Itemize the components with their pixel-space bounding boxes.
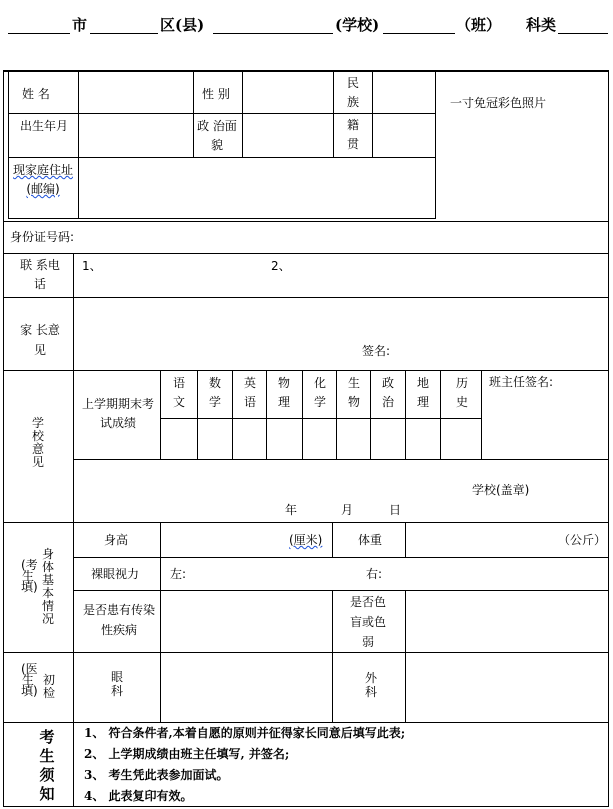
subject-chemistry: 化学 (313, 376, 326, 409)
address-label: 现家庭住址(邮编) (13, 163, 74, 196)
district-blank (90, 33, 158, 34)
date-month-label: 月 (341, 503, 354, 517)
physical-condition-label: 身体基本情况 (41, 547, 54, 626)
grade-cell-geography[interactable] (407, 420, 439, 458)
grade-cell-history[interactable] (442, 420, 480, 458)
birth-label: 出生年月 (20, 119, 69, 133)
subject-english: 英语 (243, 376, 256, 409)
head-teacher-signature-label: 班主任签名: (489, 375, 554, 389)
vision-right-field[interactable] (388, 559, 606, 589)
subject-history: 历史 (455, 376, 468, 409)
surgery-label: 外科 (364, 671, 377, 699)
subject-biology: 生物 (347, 376, 360, 409)
height-field[interactable] (162, 524, 287, 556)
native-place-field[interactable] (374, 115, 434, 156)
ophthalmology-field[interactable] (162, 654, 331, 721)
vision-left-label: 左: (170, 567, 187, 581)
political-label: 政 治面 貌 (197, 119, 237, 152)
color-blindness-field[interactable] (407, 592, 606, 651)
gender-label: 性 别 (202, 87, 230, 101)
notes-item-1: 1、 符合条件者,本着自愿的原则并征得家长同意后填写此表; (84, 726, 406, 740)
notes-item-3: 3、 考生凭此表参加面试。 (84, 768, 229, 782)
height-unit-label: (厘米) (289, 533, 323, 547)
address-field[interactable] (80, 159, 434, 217)
weight-unit-label: （公斤） (558, 533, 607, 547)
exam-filled-by-label: (医生填) (21, 662, 38, 698)
candidate-notes-label: 考生须知 (39, 728, 55, 803)
date-day-label: 日 (389, 503, 402, 517)
height-label: 身高 (104, 533, 129, 547)
grade-cell-physics[interactable] (268, 420, 301, 458)
head-teacher-signature-field[interactable] (484, 392, 606, 458)
surgery-field[interactable] (407, 654, 606, 721)
birth-field[interactable] (80, 115, 192, 156)
date-year-label: 年 (285, 503, 298, 517)
vision-label: 裸眼视力 (91, 567, 140, 581)
phone-2-label: 2、 (271, 259, 291, 273)
color-blindness-label: 是否色盲或色弱 (349, 595, 386, 649)
parent-signature-label: 签名: (362, 344, 391, 358)
last-term-grades-label: 上学期期末考试成绩 (82, 397, 155, 430)
subject-geography: 地理 (416, 376, 429, 409)
ophthalmology-label: 眼科 (110, 670, 123, 698)
ethnicity-field[interactable] (374, 74, 434, 112)
weight-field[interactable] (407, 524, 557, 556)
subject-physics: 物理 (277, 376, 290, 409)
school-blank (213, 33, 333, 34)
subject-math: 数学 (208, 376, 221, 409)
notes-item-2: 2、 上学期成绩由班主任填写, 并签名; (84, 747, 290, 761)
subject-label: 科类 (526, 16, 557, 34)
initial-exam-label: 初检 (42, 673, 55, 700)
contact-phone-label: 联 系电 话 (20, 258, 60, 291)
id-number-label: 身份证号码: (10, 230, 75, 244)
vision-left-field[interactable] (192, 559, 362, 589)
ethnicity-label: 民族 (346, 76, 359, 109)
parent-opinion-label: 家 长意 见 (20, 323, 60, 357)
phone-1-field[interactable] (100, 256, 260, 294)
physical-filled-by-label: (考生填) (21, 558, 38, 594)
district-label: 区(县) (160, 16, 205, 34)
city-label: 市 (72, 16, 88, 34)
city-blank (8, 33, 70, 34)
name-field[interactable] (80, 74, 192, 112)
grade-cell-chinese[interactable] (162, 420, 196, 458)
native-place-label: 籍贯 (346, 118, 359, 151)
parent-opinion-field[interactable] (76, 300, 606, 340)
infectious-disease-label: 是否患有传染性疾病 (82, 603, 155, 637)
gender-field[interactable] (244, 74, 332, 112)
infectious-disease-field[interactable] (162, 592, 331, 651)
name-label: 姓 名 (22, 87, 50, 101)
phone-2-field[interactable] (290, 256, 606, 294)
grade-cell-politics[interactable] (372, 420, 404, 458)
class-blank (383, 33, 455, 34)
grade-cell-english[interactable] (234, 420, 265, 458)
political-field[interactable] (244, 115, 332, 156)
id-number-field[interactable] (80, 223, 606, 252)
grade-cell-math[interactable] (199, 420, 231, 458)
grade-cell-chemistry[interactable] (304, 420, 335, 458)
grade-cell-biology[interactable] (338, 420, 369, 458)
weight-label: 体重 (358, 533, 383, 547)
subject-blank (558, 33, 608, 34)
photo-placeholder: 一寸免冠彩色照片 (450, 96, 547, 110)
class-label: （班） (456, 16, 502, 34)
school-seal-label: 学校(盖章) (472, 483, 530, 497)
subject-politics: 政治 (381, 376, 394, 409)
school-label: (学校) (335, 16, 380, 34)
notes-item-4: 4、 此表复印有效。 (84, 789, 193, 803)
school-opinion-label: 学校意见 (31, 416, 44, 469)
subject-chinese: 语文 (172, 376, 185, 409)
phone-1-label: 1、 (82, 259, 102, 273)
vision-right-label: 右: (366, 567, 383, 581)
